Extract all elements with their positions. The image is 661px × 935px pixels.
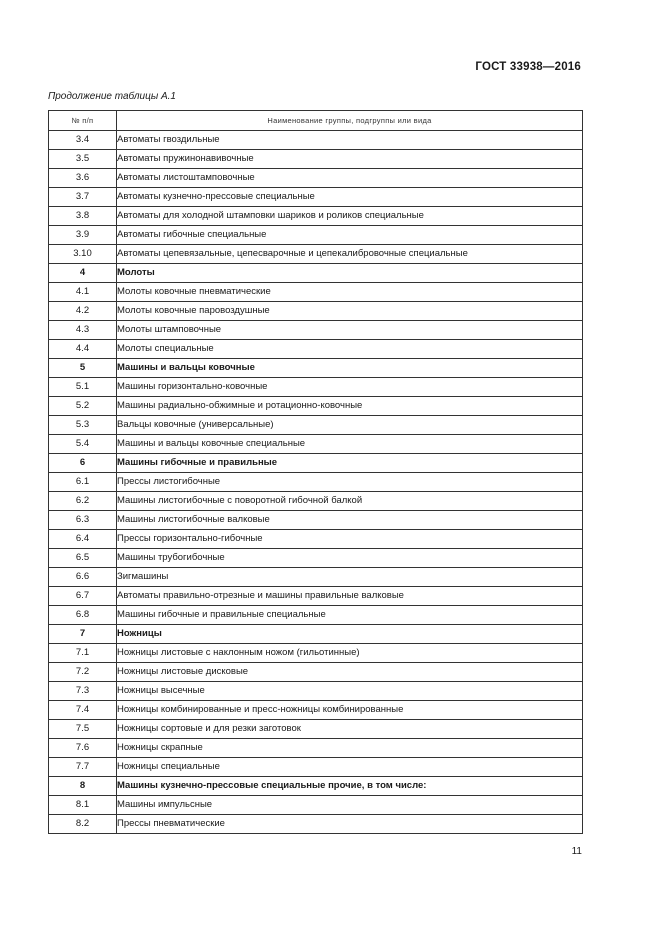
row-name: Молоты специальные [117, 340, 583, 359]
row-name: Молоты штамповочные [117, 321, 583, 340]
row-number: 6.8 [49, 606, 117, 625]
table-row-group [49, 777, 583, 796]
row-name: Ножницы комбинированные и пресс-ножницы комбинированные [117, 701, 583, 720]
row-number: 7.1 [49, 644, 117, 663]
row-name: Ножницы скрапные [117, 739, 583, 758]
row-name: Ножницы [117, 625, 583, 644]
row-name: Прессы горизонтально-гибочные [117, 530, 583, 549]
row-name: Машины импульсные [117, 796, 583, 815]
document-header: ГОСТ 33938—2016 [475, 61, 581, 73]
row-number: 3.7 [49, 188, 117, 207]
row-number: 6.1 [49, 473, 117, 492]
table-row [49, 207, 583, 226]
table-row-group [49, 454, 583, 473]
row-name: Молоты ковочные паровоздушные [117, 302, 583, 321]
row-name: Машины и вальцы ковочные специальные [117, 435, 583, 454]
row-name: Машины горизонтально-ковочные [117, 378, 583, 397]
row-name: Машины трубогибочные [117, 549, 583, 568]
row-number: 6.6 [49, 568, 117, 587]
row-number: 3.8 [49, 207, 117, 226]
row-number: 5.1 [49, 378, 117, 397]
row-number: 6.7 [49, 587, 117, 606]
row-number: 6.5 [49, 549, 117, 568]
row-number: 6.4 [49, 530, 117, 549]
row-number: 7 [49, 625, 117, 644]
row-name: Автоматы гибочные специальные [117, 226, 583, 245]
row-name: Машины гибочные и правильные специальные [117, 606, 583, 625]
row-name: Машины гибочные и правильные [117, 454, 583, 473]
classification-table [48, 110, 583, 834]
table-row [49, 530, 583, 549]
row-number: 7.3 [49, 682, 117, 701]
row-name: Автоматы листоштамповочные [117, 169, 583, 188]
table-row [49, 169, 583, 188]
row-name: Машины листогибочные с поворотной гибочной балкой [117, 492, 583, 511]
table-row [49, 758, 583, 777]
table-row [49, 302, 583, 321]
row-number: 7.5 [49, 720, 117, 739]
row-name: Прессы пневматические [117, 815, 583, 834]
row-number: 7.6 [49, 739, 117, 758]
table-row [49, 511, 583, 530]
table-body [49, 131, 583, 834]
row-number: 7.7 [49, 758, 117, 777]
row-number: 8 [49, 777, 117, 796]
table-caption: Продолжение таблицы А.1 [48, 91, 176, 102]
table-row [49, 188, 583, 207]
table-row [49, 568, 583, 587]
row-name: Молоты [117, 264, 583, 283]
row-number: 6 [49, 454, 117, 473]
table-row-group [49, 264, 583, 283]
row-name: Молоты ковочные пневматические [117, 283, 583, 302]
row-name: Ножницы высечные [117, 682, 583, 701]
table-row [49, 739, 583, 758]
table-row [49, 397, 583, 416]
table-row [49, 701, 583, 720]
table-row [49, 492, 583, 511]
table-row [49, 416, 583, 435]
row-name: Автоматы кузнечно-прессовые специальные [117, 188, 583, 207]
table-row-group [49, 359, 583, 378]
row-name: Автоматы правильно-отрезные и машины правильные валковые [117, 587, 583, 606]
table-row [49, 321, 583, 340]
row-number: 6.3 [49, 511, 117, 530]
table-row [49, 606, 583, 625]
row-name: Ножницы специальные [117, 758, 583, 777]
table-row [49, 283, 583, 302]
column-header-name: Наименование группы, подгруппы или вида [117, 111, 583, 131]
table-row [49, 378, 583, 397]
row-number: 3.4 [49, 131, 117, 150]
row-number: 5.3 [49, 416, 117, 435]
column-header-number: № п/п [49, 111, 117, 131]
row-number: 5.2 [49, 397, 117, 416]
row-number: 4 [49, 264, 117, 283]
row-number: 4.2 [49, 302, 117, 321]
table-row [49, 131, 583, 150]
row-name: Автоматы цепевязальные, цепесварочные и цепекалибровочные специальные [117, 245, 583, 264]
row-name: Автоматы пружинонавивочные [117, 150, 583, 169]
row-number: 3.6 [49, 169, 117, 188]
table-row [49, 644, 583, 663]
row-number: 4.4 [49, 340, 117, 359]
table-row [49, 549, 583, 568]
table-row [49, 815, 583, 834]
row-number: 4.1 [49, 283, 117, 302]
row-number: 4.3 [49, 321, 117, 340]
row-number: 8.2 [49, 815, 117, 834]
row-name: Автоматы для холодной штамповки шариков и роликов специальные [117, 207, 583, 226]
row-name: Машины листогибочные валковые [117, 511, 583, 530]
row-number: 7.2 [49, 663, 117, 682]
row-name: Машины радиально-обжимные и ротационно-ковочные [117, 397, 583, 416]
row-number: 8.1 [49, 796, 117, 815]
table-row [49, 245, 583, 264]
row-number: 3.9 [49, 226, 117, 245]
table-row [49, 473, 583, 492]
row-number: 3.5 [49, 150, 117, 169]
table-row [49, 340, 583, 359]
table-row [49, 682, 583, 701]
row-name: Прессы листогибочные [117, 473, 583, 492]
row-name: Зигмашины [117, 568, 583, 587]
row-name: Вальцы ковочные (универсальные) [117, 416, 583, 435]
row-number: 3.10 [49, 245, 117, 264]
table-row [49, 587, 583, 606]
table-header-row [49, 111, 583, 131]
row-name: Автоматы гвоздильные [117, 131, 583, 150]
table-row [49, 663, 583, 682]
table-row [49, 720, 583, 739]
row-name: Ножницы листовые дисковые [117, 663, 583, 682]
row-name: Ножницы сортовые и для резки заготовок [117, 720, 583, 739]
row-name: Машины и вальцы ковочные [117, 359, 583, 378]
row-name: Ножницы листовые с наклонным ножом (гильотинные) [117, 644, 583, 663]
row-number: 5 [49, 359, 117, 378]
table-row [49, 796, 583, 815]
table-row-group [49, 625, 583, 644]
row-number: 5.4 [49, 435, 117, 454]
table-row [49, 150, 583, 169]
page-number: 11 [571, 846, 582, 857]
row-number: 7.4 [49, 701, 117, 720]
row-number: 6.2 [49, 492, 117, 511]
table-row [49, 435, 583, 454]
row-name: Машины кузнечно-прессовые специальные прочие, в том числе: [117, 777, 583, 796]
table-row [49, 226, 583, 245]
